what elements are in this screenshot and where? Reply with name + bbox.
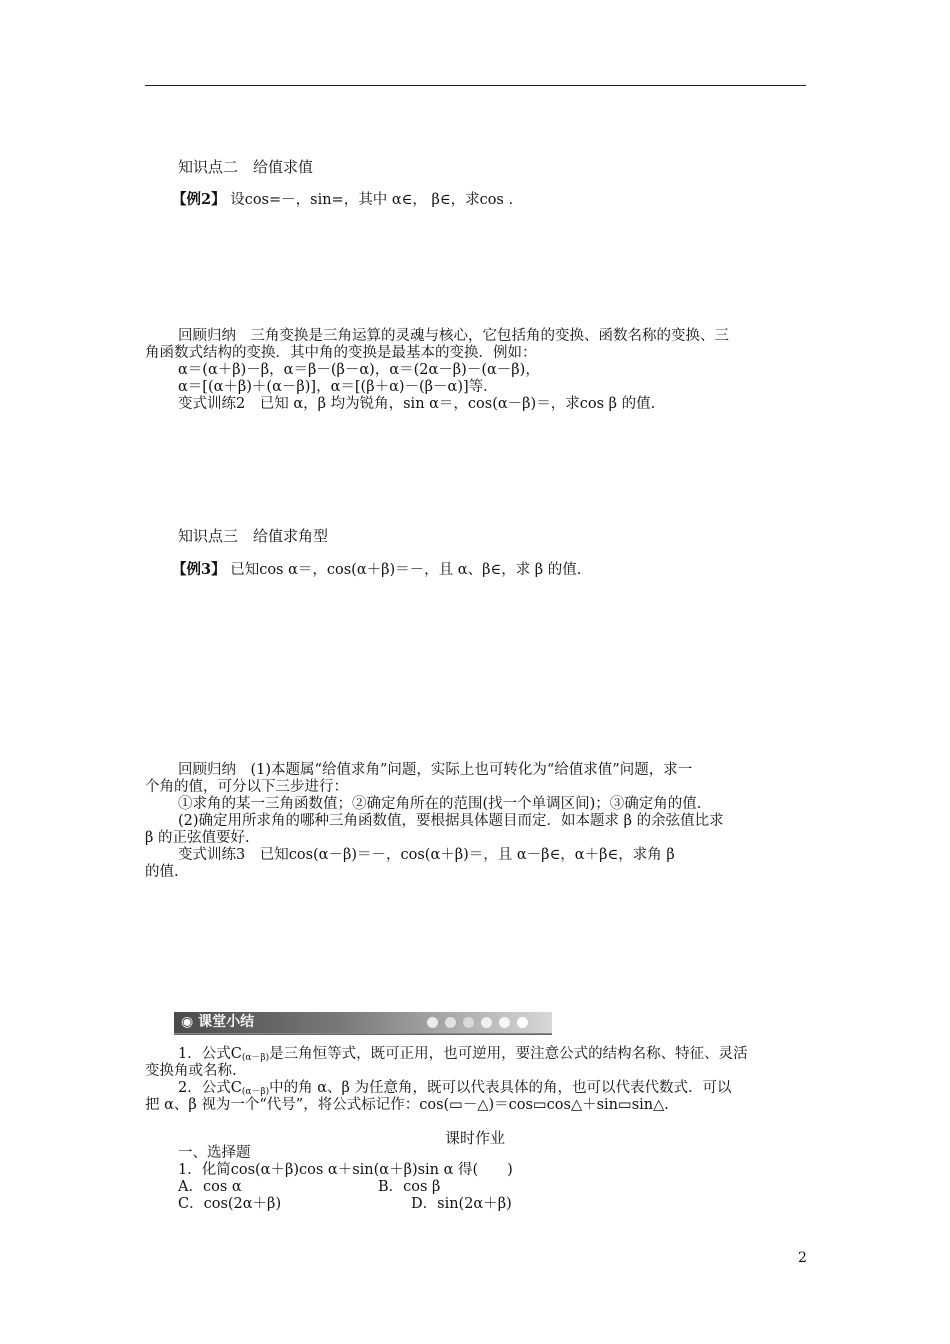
summary-item-2-b: 中的角 α、β 为任意角，既可以代表具体的角，也可以代表代数式．可以: [269, 1080, 732, 1096]
homework-title: 课时作业: [444, 1129, 505, 1147]
summary-banner-text: 课堂小结: [198, 1014, 255, 1030]
dot-icon: [427, 1017, 438, 1028]
summary-item-2-a: 2．公式C: [178, 1080, 242, 1096]
exercise-3: 变式训练3 已知cos(α－β)＝－，cos(α＋β)＝，且 α－β∈，α＋β∈，求角 β: [178, 847, 675, 863]
page-number: 2: [798, 1250, 807, 1266]
summary-item-1-a: 1．公式C: [178, 1046, 242, 1062]
example-3-text: 已知cos α＝，cos(α＋β)＝－，且 α、β∈，求 β 的值.: [230, 562, 582, 578]
summary-item-1-line2: 变换角或名称.: [145, 1063, 237, 1079]
summary-item-1-sub: (α－β): [241, 1053, 270, 1063]
question-1: 1．化简cos(α＋β)cos α＋sin(α＋β)sin α 得( ): [178, 1162, 513, 1178]
review2-line-5: β 的正弦值要好.: [145, 830, 250, 846]
banner-rule: [174, 1034, 552, 1035]
section-title-2: 知识点二 给值求值: [178, 158, 314, 176]
exercise-2: 变式训练2 已知 α，β 均为锐角，sin α＝，cos(α－β)＝，求cos β 的值.: [178, 396, 656, 412]
dot-icon: [517, 1017, 528, 1028]
option-b: B．cos β: [378, 1179, 441, 1195]
summary-banner: [174, 1012, 552, 1034]
dot-icon: [463, 1017, 474, 1028]
section-title-3: 知识点三 给值求角型: [178, 527, 329, 545]
target-icon: ◉: [181, 1014, 194, 1030]
option-a: A．cos α: [178, 1179, 242, 1195]
review2-line-1: 回顾归纳 (1)本题属“给值求角”问题，实际上也可转化为“给值求值”问题，求一: [178, 762, 693, 778]
review2-line-3: ①求角的某一三角函数值；②确定角所在的范围(找一个单调区间)；③确定角的值.: [178, 796, 702, 812]
summary-banner-label: [181, 1013, 254, 1032]
summary-item-1-b: 是三角恒等式，既可正用，也可逆用，要注意公式的结构名称、特征、灵活: [269, 1046, 748, 1062]
option-d: D．sin(2α＋β): [411, 1196, 512, 1212]
example-3-label: 【例3】: [172, 561, 226, 578]
review1-line-2: 角函数式结构的变换．其中角的变换是最基本的变换．例如：: [145, 345, 537, 361]
summary-item-1: [178, 1045, 748, 1067]
review2-line-2: 个角的值，可分以下三步进行：: [145, 779, 348, 795]
homework-section: 一、选择题: [178, 1145, 251, 1161]
dot-icon: [499, 1017, 510, 1028]
review1-line-4: α＝[(α＋β)＋(α－β)]，α＝[(β＋α)－(β－α)]等．: [178, 379, 498, 395]
summary-item-2-sub: (α－β): [241, 1087, 270, 1097]
dot-icon: [445, 1017, 456, 1028]
example-2-text: 设cos=－，sin=，其中 α∈， β∈，求cos .: [230, 192, 514, 208]
exercise-3-cont: 的值.: [145, 864, 179, 880]
review1-line-1: 回顾归纳 三角变换是三角运算的灵魂与核心，它包括角的变换、函数名称的变换、三: [178, 328, 729, 344]
option-c: C．cos(2α＋β): [178, 1196, 282, 1212]
dot-icon: [481, 1017, 492, 1028]
review2-line-4: (2)确定用所求角的哪种三角函数值，要根据具体题目而定．如本题求 β 的余弦值比求: [178, 813, 724, 829]
header-rule: [145, 85, 806, 86]
example-2: [172, 191, 513, 209]
example-2-label: 【例2】: [172, 191, 226, 208]
banner-dots: [427, 1017, 528, 1028]
summary-item-2-line2: 把 α、β 视为一个“代号”，将公式标记作：cos(▭－△)＝cos▭cos△＋sin▭sin△.: [145, 1097, 669, 1113]
example-3: [172, 561, 581, 579]
review1-line-3: α＝(α＋β)－β，α＝β－(β－α)，α＝(2α－β)－(α－β)，: [178, 362, 540, 378]
